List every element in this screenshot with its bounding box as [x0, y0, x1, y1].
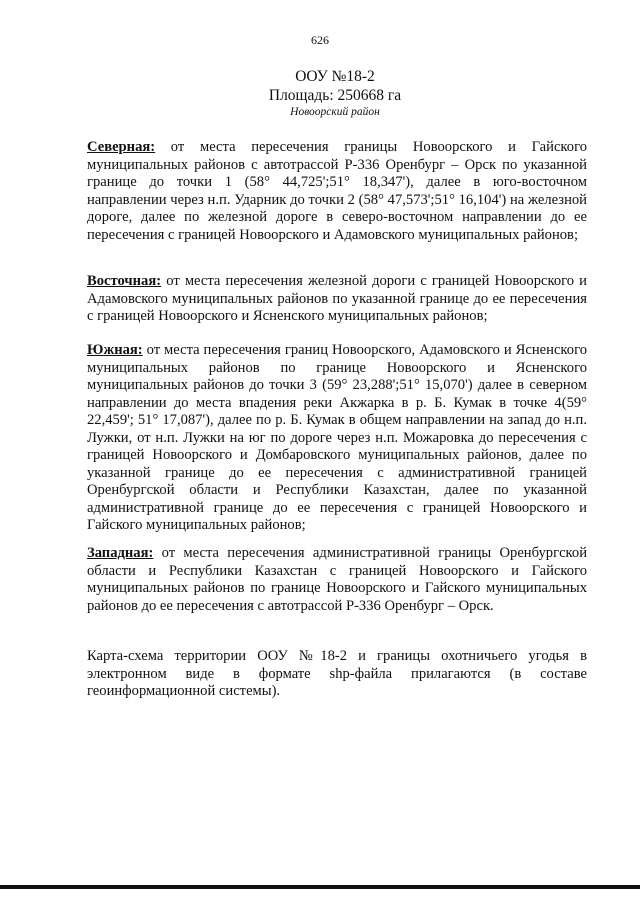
closing-paragraph: Карта-схема территории ООУ №18-2 и границы охотничьего угодья в электронном виде в формате shp-файла прилагаются (в составе геоинформационной системы).: [87, 648, 587, 699]
north-boundary-text: от места пересечения границы Новоорского и Гайского муниципальных районов с автотрассой Р-336 Оренбург – Орск по указанной границе до точки 1 (58° 44,725';51° 18,347'), далее в юго-восточном направлении через н.п. Ударник до точки 2 (58° 47,573';51° 16,104') на железной дороге, далее по железной дороге в северо-восточном направлении до ее пересечения с границей Новоорского и Адамовского муниципальных районов;: [87, 139, 587, 243]
south-boundary-text: от места пересечения границ Новоорского, Адамовского и Ясненского муниципальных районов по границе Новоорского и Ясненского муниципальных районов до точки 3 (59° 23,288';51° 15,070') далее в северном направлении до места впадения реки Акжарка в р. Б. Кумак в точке 4(59° 22,459'; 51° 17,087'), далее по р. Б. Кумак в общем направлении на запад до н.п. Лужки, от н.п. Лужки на юг по дороге через н.п. Можаровка до пересечения с границей Новоорского и Домбаровского муниципальных районов, далее по указанной границе до ее пересечения с административной границей Оренбургской области и Республики Казахстан, далее по указанной административной границе до ее пересечения с границей Новоорского и Гайского муниципальных районов;: [87, 342, 587, 533]
page-number: 626: [311, 33, 329, 47]
east-boundary-heading: Восточная:: [87, 273, 162, 289]
hunting-area-title: ООУ №18-2: [295, 68, 375, 85]
west-boundary-section: [87, 545, 587, 615]
east-boundary-section: [87, 273, 587, 326]
district-name: Новоорский район: [290, 106, 380, 118]
west-boundary-text: от места пересечения административной границы Оренбургской области и Республики Казахстан с границей Новоорского и Гайского муниципальных районов по границе Новоорского и Гайского муниципальных районов до ее пересечения с автотрассой Р-336 Оренбург – Орск.: [87, 545, 587, 614]
document-header: [0, 67, 640, 120]
bottom-divider: [0, 885, 640, 889]
east-boundary-text: от места пересечения железной дороги с границей Новоорского и Адамовского муниципальных районов по указанной границе до ее пересечения с границей Новоорского и Ясненского муниципальных районов;: [87, 273, 587, 324]
area-size: Площадь: 250668 га: [268, 87, 402, 104]
north-boundary-section: [87, 139, 587, 244]
south-boundary-section: [87, 342, 587, 535]
north-boundary-heading: Северная:: [87, 139, 156, 155]
south-boundary-heading: Южная:: [87, 342, 143, 358]
west-boundary-heading: Западная:: [87, 545, 154, 561]
